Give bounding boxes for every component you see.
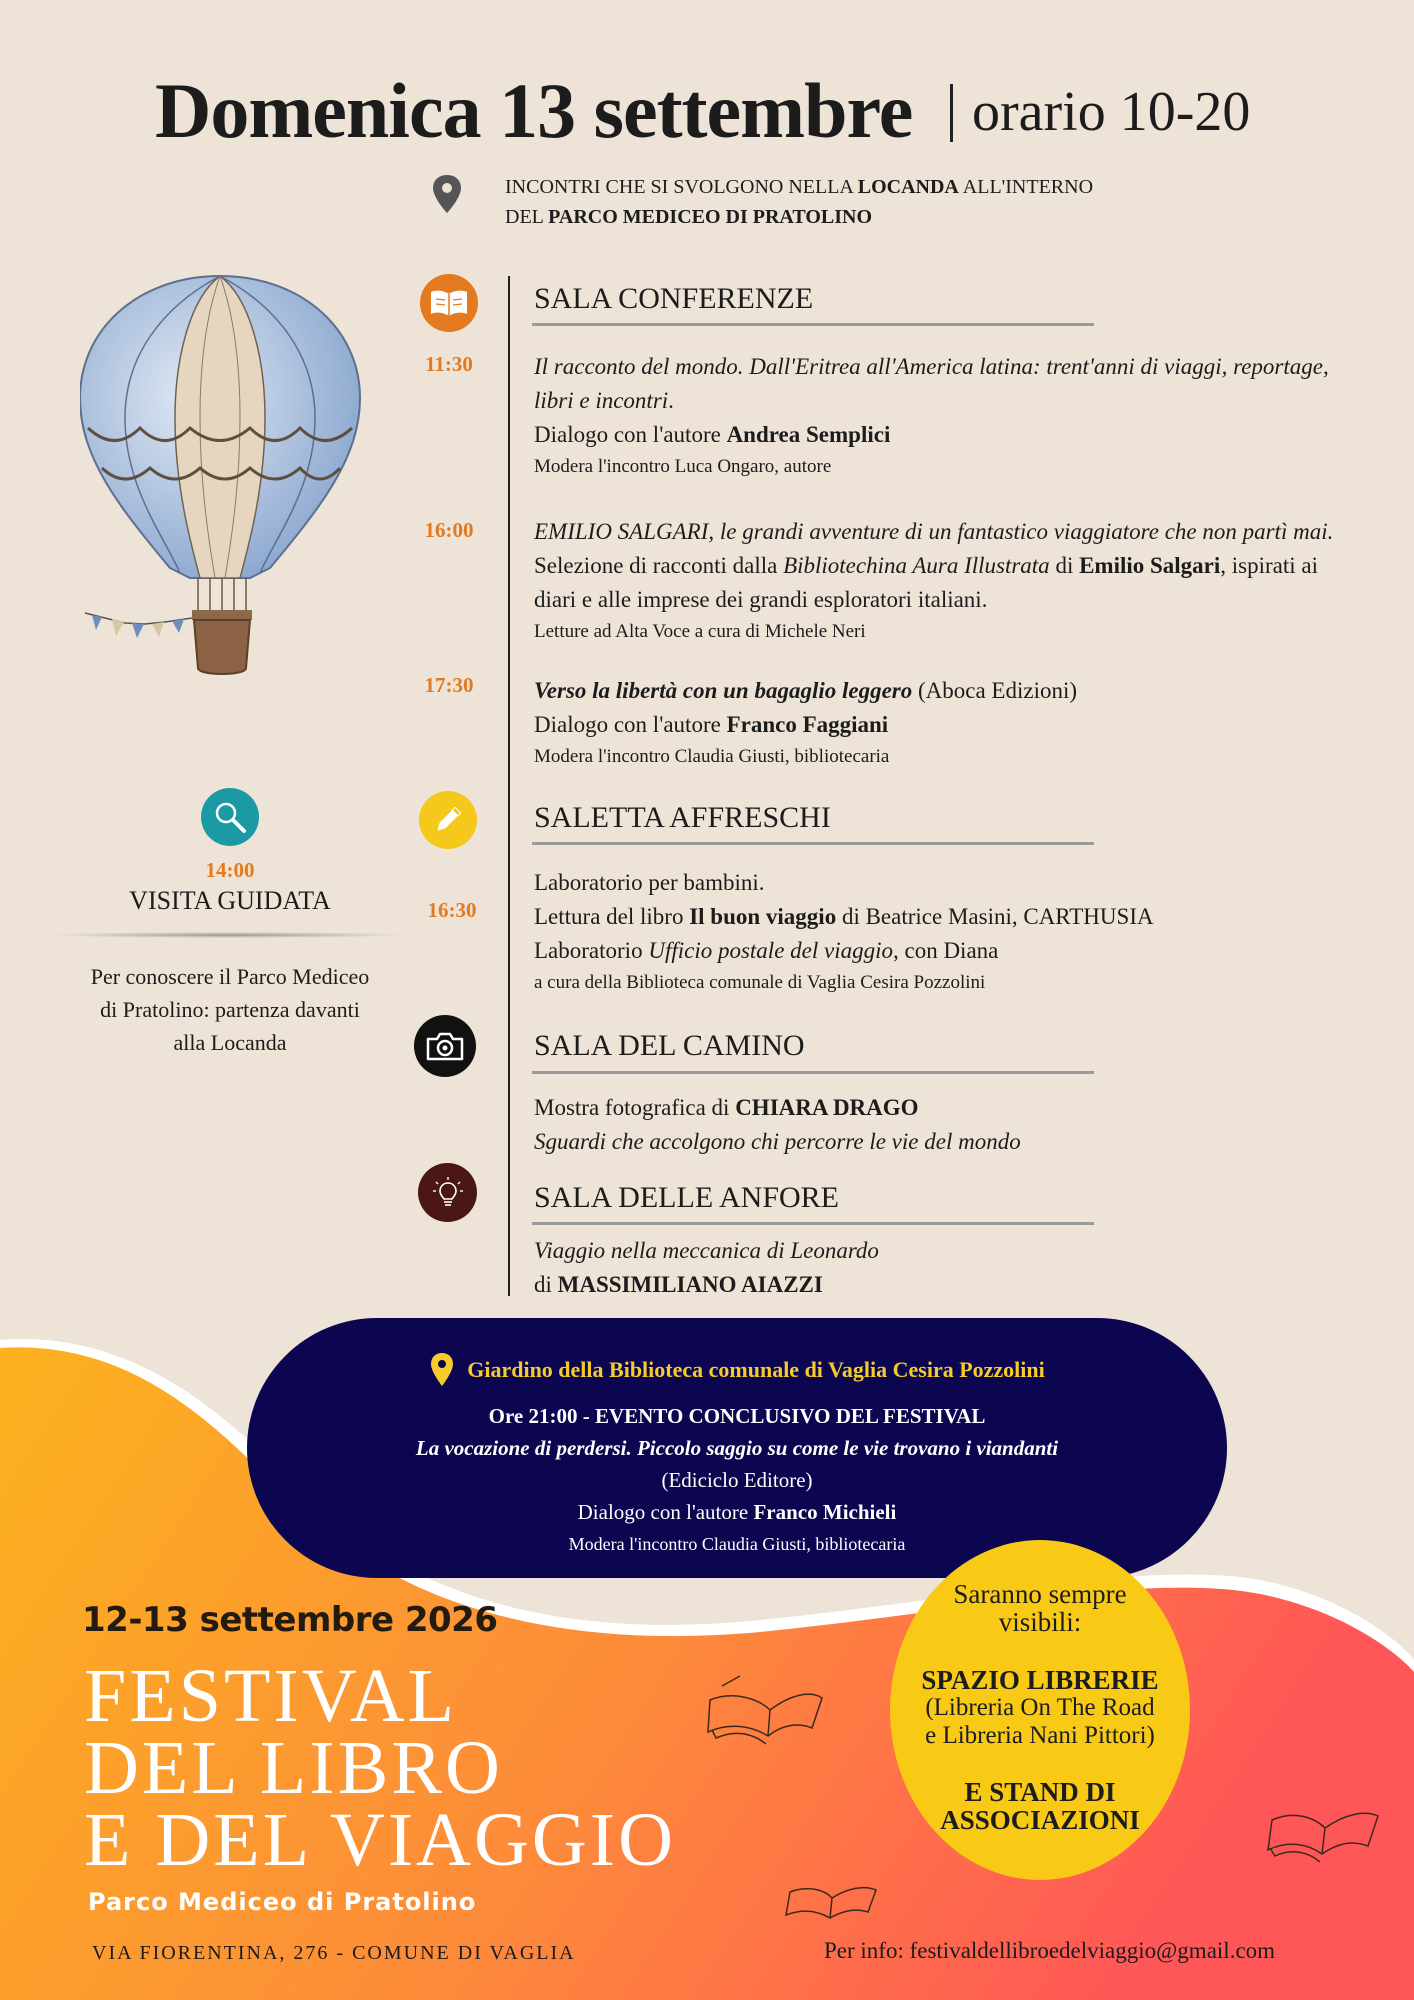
room-title-affreschi: SALETTA AFFRESCHI [534, 801, 831, 834]
event-emilio-salgari: EMILIO SALGARI, le grandi avventure di un fantastico viaggiatore che non partì mai. Selezione di racconti dalla Bibliotechina Aura Illustrata di Emilio Salgari, ispirati ai diari e alle imprese dei grandi esploratori italiani. Letture ad Alta Voce a cura di Michele Neri [534, 519, 1334, 642]
event-time: 11:30 [425, 352, 473, 376]
page-title: Domenica 13 settembre [155, 67, 913, 154]
room-title-conferenze: SALA CONFERENZE [534, 282, 814, 315]
tour-description: Per conoscere il Parco Mediceo di Pratolino: partenza davanti alla Locanda [90, 964, 370, 1055]
festival-title: FESTIVAL DEL LIBRO E DEL VIAGGIO [84, 1654, 677, 1882]
event-children-workshop: Laboratorio per bambini. Lettura del libro Il buon viaggio di Beatrice Masini, CARTHUSIA Laboratorio Ufficio postale del viaggio, con Diana a cura della Biblioteca comunale di Vaglia Cesira Pozzolini [534, 870, 1154, 993]
festival-venue: Parco Mediceo di Pratolino [88, 1888, 477, 1916]
event-andrea-semplici: Il racconto del mondo. Dall'Eritrea all'America latina: trent'anni di viaggi, reportage, libri e incontri. Dialogo con l'autore Andrea Semplici Modera l'incontro Luca Ongaro, autore [534, 354, 1329, 477]
event-time: 16:00 [424, 518, 474, 542]
room-title-camino: SALA DEL CAMINO [534, 1029, 805, 1062]
contact-info: Per info: festivaldellibroedelviaggio@gmail.com [824, 1938, 1276, 1963]
event-photo-exhibition: Mostra fotografica di CHIARA DRAGO Sguardi che accolgono chi percorre le vie del mondo [534, 1095, 1021, 1154]
festival-address: VIA FIORENTINA, 276 - COMUNE DI VAGLIA [92, 1942, 576, 1964]
festival-dates: 12-13 settembre 2026 [82, 1600, 498, 1640]
event-time: 16:30 [427, 898, 477, 922]
event-franco-faggiani: Verso la libertà con un bagaglio leggero (Aboca Edizioni) Dialogo con l'autore Franco Faggiani Modera l'incontro Claudia Giusti, bibliotecaria [534, 678, 1078, 767]
closing-event-venue: Giardino della Biblioteca comunale di Vaglia Cesira Pozzolini [429, 1352, 1045, 1388]
opening-hours: orario 10-20 [972, 81, 1251, 143]
tour-time: 14:00 [205, 858, 255, 882]
event-time: 17:30 [424, 673, 474, 697]
event-leonardo: Viaggio nella meccanica di Leonardo di MASSIMILIANO AIAZZI [534, 1238, 879, 1297]
location-note: INCONTRI CHE SI SVOLGONO NELLA LOCANDA ALL'INTERNO DEL PARCO MEDICEO DI PRATOLINO [505, 176, 1094, 228]
map-pin-icon [429, 1352, 455, 1388]
room-title-anfore: SALA DELLE ANFORE [534, 1181, 840, 1214]
closing-event-panel: Giardino della Biblioteca comunale di Vaglia Cesira Pozzolini Ore 21:00 - EVENTO CONCLUSIVO DEL FESTIVAL La vocazione di perdersi. Piccolo saggio su come le vie trovano i viandanti (Ediciclo Editore) Dialogo con l'autore Franco Michieli Modera l'incontro Claudia Giusti, bibliotecaria [247, 1318, 1227, 1578]
tour-title: VISITA GUIDATA [129, 886, 331, 915]
always-visible-circle: Saranno sempre visibili: SPAZIO LIBRERIE (Libreria On The Road e Libreria Nani Pittori) E STAND DI ASSOCIAZIONI [890, 1540, 1190, 1880]
